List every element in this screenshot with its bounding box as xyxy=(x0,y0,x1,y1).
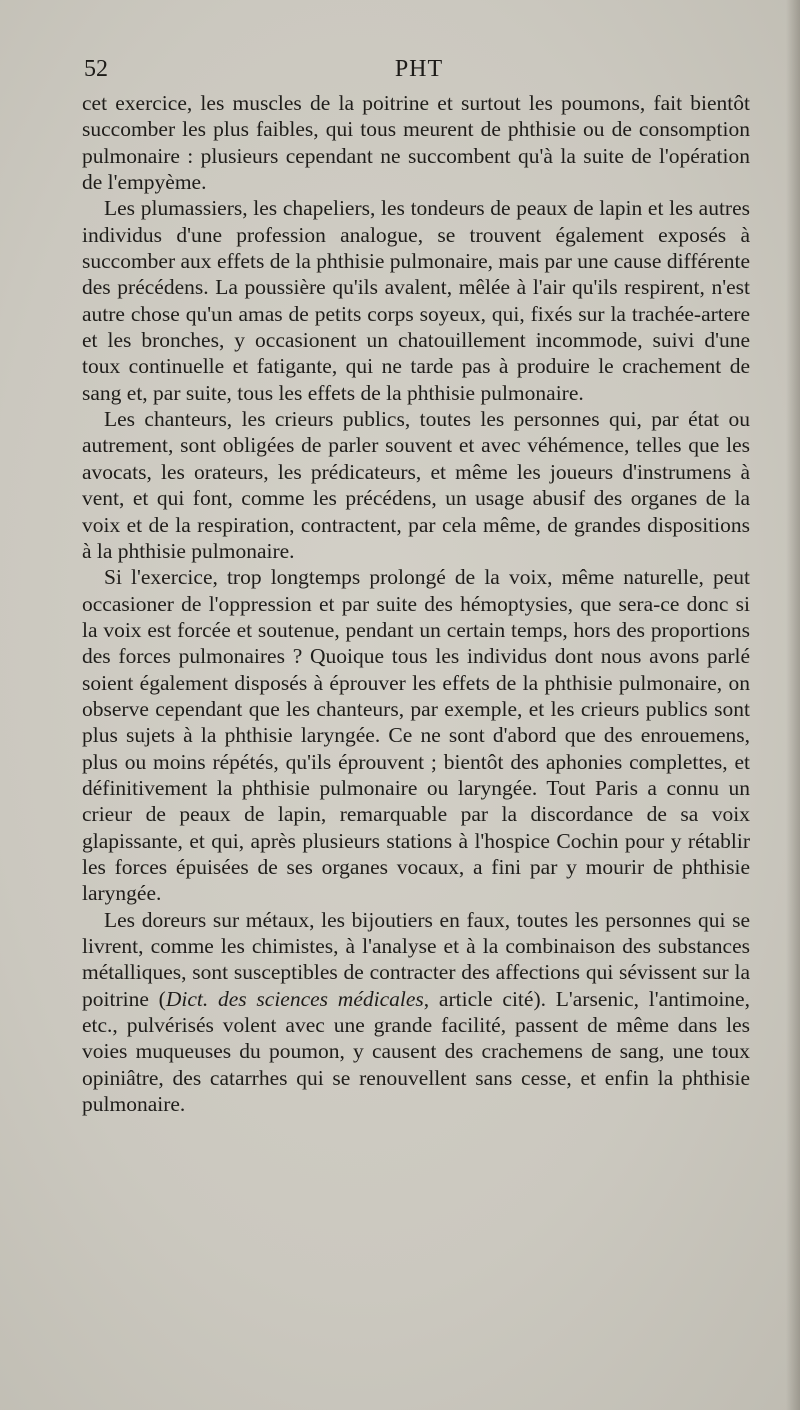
page-number: 52 xyxy=(84,56,108,82)
paragraph-1: cet exercice, les muscles de la poitrine et surtout les poumons, fait bientôt succomber les plus faibles, qui tous meurent de phthisie ou de consomption pulmonaire : plusieurs cependant ne succombent qu'à la suite de l'opération de l'empyème. xyxy=(82,91,750,195)
page-edge-shadow xyxy=(786,0,800,1410)
citation-italic: Dict. des sciences médicales xyxy=(165,986,424,1011)
page-header xyxy=(84,56,754,90)
running-head: PHT xyxy=(394,56,444,82)
paragraph-5 xyxy=(82,907,750,1118)
paragraph-3: Les chanteurs, les crieurs publics, toutes les personnes qui, par état ou autrement, sont obligées de parler souvent et avec véhémence, telles que les avocats, les orateurs, les prédicateurs, et même les joueurs d'instrumens à vent, et qui font, comme les précédens, un usage abusif des organes de la voix et de la respiration, contractent, par cela même, de grandes dispositions à la phthisie pulmonaire. xyxy=(82,407,750,563)
paragraph-5-part-1: Les doreurs sur métaux, les bijoutiers en faux, toutes les personnes qui se livrent, comme les chimistes, à l'analyse et à la combinaison des substances métalliques, sont susceptibles de contracter des affections qui sévissent sur la poitrine ( xyxy=(82,907,750,1011)
paragraph-5-part-2: , article cité). L'arsenic, l'antimoine, etc., pulvérisés volent avec une grande facilité, passent de même dans les voies muqueuses du poumon, y causent des crachemens de sang, une toux opiniâtre, des catarrhes qui se renouvellent sans cesse, et enfin la phthisie pulmonaire. xyxy=(82,986,750,1117)
body-text xyxy=(82,90,750,1117)
paragraph-4: Si l'exercice, trop longtemps prolongé de la voix, même naturelle, peut occasioner de l'oppression et par suite des hémoptysies, que sera-ce donc si la voix est forcée et soutenue, pendant un certain temps, hors des proportions des forces pulmonaires ? Quoique tous les individus dont nous avons parlé soient également disposés à éprouver les effets de la phthisie pulmonaire, on observe cependant que les chanteurs, par exemple, et les crieurs publics sont plus sujets à la phthisie laryngée. Ce ne sont d'abord que des enrouemens, plus ou moins répétés, qu'ils éprouvent ; bientôt des aphonies complettes, et définitivement la phthisie pulmonaire ou laryngée. Tout Paris a connu un crieur de peaux de lapin, remarquable par la discordance de sa voix glapissante, et qui, après plusieurs stations à l'hospice Cochin pour y rétablir les forces épuisées de ses organes vocaux, a fini par y mourir de phthisie laryngée. xyxy=(82,565,750,906)
paragraph-2: Les plumassiers, les chapeliers, les tondeurs de peaux de lapin et les autres individus d'une profession analogue, se trouvent également exposés à succomber aux effets de la phthisie pulmonaire, mais par une cause différente des précédens. La poussière qu'ils avalent, mêlée à l'air qu'ils respirent, n'est autre chose qu'un amas de petits corps soyeux, qui, fixés sur la trachée-artere et les bronches, y occasionent un chatouillement incommode, suivi d'une toux continuelle et fatigante, qui ne tarde pas à produire le crachement de sang et, par suite, tous les effets de la phthisie pulmonaire. xyxy=(82,196,750,405)
